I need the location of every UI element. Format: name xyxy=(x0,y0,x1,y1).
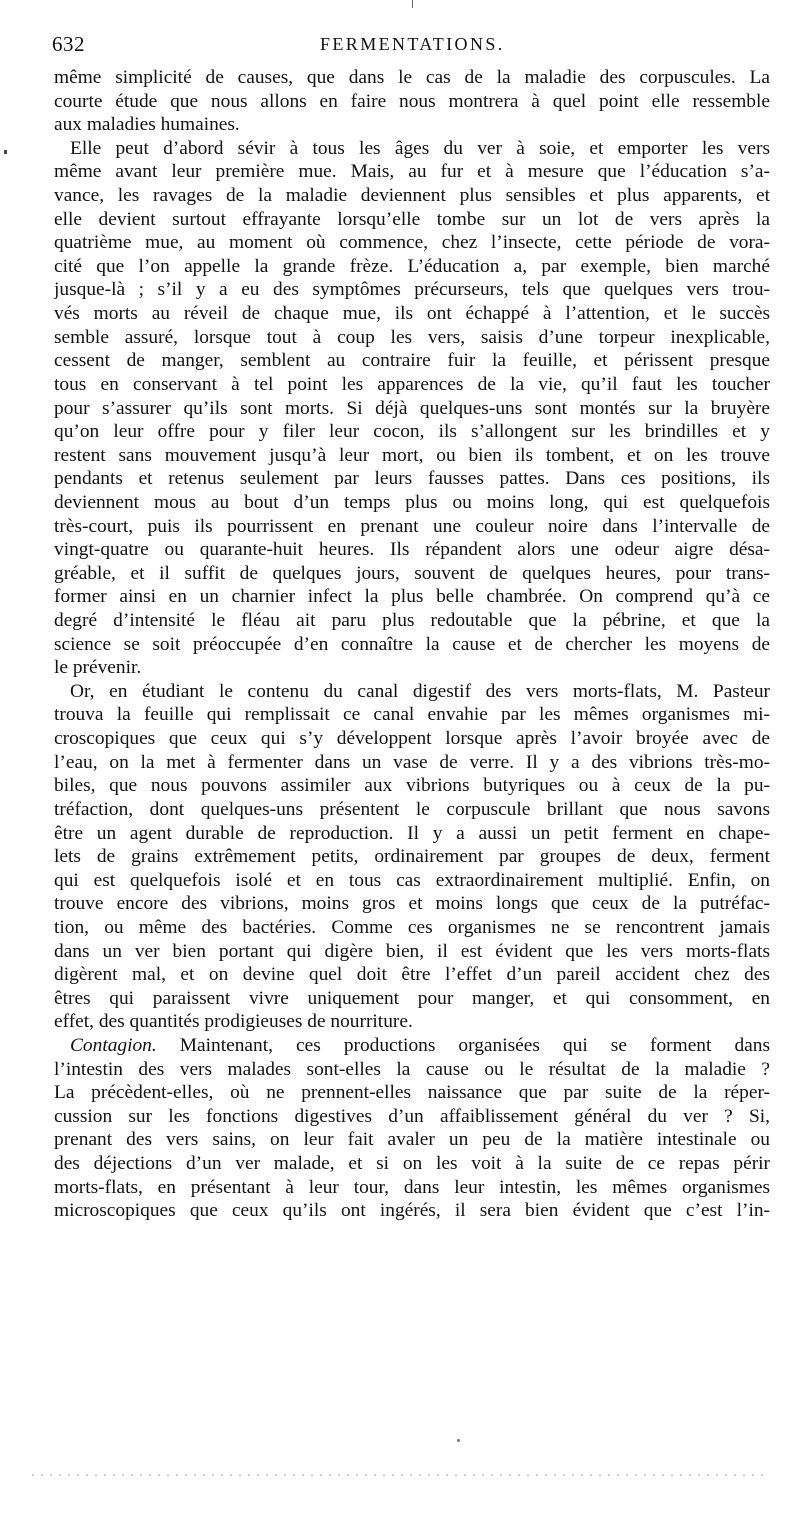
text-line: courte étude que nous allons en faire nous montrera à quel point elle ressemble xyxy=(54,90,770,112)
text-line: trouve encore des vibrions, moins gros et moins longs que ceux de la putréfac- xyxy=(54,893,770,915)
text-line: vance, les ravages de la maladie deviennent plus sensibles et plus apparents, et xyxy=(54,185,770,207)
text-line: même avant leur première mue. Mais, au fur et à mesure que l’éducation s’a- xyxy=(54,161,770,183)
text-line: restent sans mouvement jusqu’à leur mort, ou bien ils tombent, et on les trouve xyxy=(54,444,770,466)
text-line: qu’on leur offre pour y filer leur cocon, ils s’allongent sur les brindilles et y xyxy=(54,421,770,443)
text-line: l’intestin des vers malades sont-elles la cause ou le résultat de la maladie ? xyxy=(54,1058,770,1080)
text-line: cussion sur les fonctions digestives d’un affaiblissement général du ver ? Si, xyxy=(54,1105,770,1127)
text-line: digèrent mal, et on devine quel doit être l’effet d’un pareil accident chez des xyxy=(54,964,770,986)
text-line: elle devient surtout effrayante lorsqu’elle tombe sur un lot de vers après la xyxy=(54,208,770,230)
paragraph xyxy=(54,66,770,137)
text-line: qui est quelquefois isolé et en tous cas extraordinairement multiplié. Enfin, on xyxy=(54,869,770,891)
text-line: aux maladies humaines. xyxy=(54,114,240,136)
text-line: microscopiques que ceux qu’ils ont ingérés, il sera bien évident que c’est l’in- xyxy=(54,1200,770,1222)
running-title: FERMENTATIONS. xyxy=(320,34,505,54)
text-line: très-court, puis ils pourrissent en prenant une couleur noire dans l’intervalle de xyxy=(54,515,770,537)
text-line: êtres qui paraissent vivre uniquement pour manger, et qui consomment, en xyxy=(54,987,770,1009)
text-line: effet, des quantités prodigieuses de nourriture. xyxy=(54,1011,413,1033)
text-line: le prévenir. xyxy=(54,657,142,679)
text-line: Elle peut d’abord sévir à tous les âges du ver à soie, et emporter les vers xyxy=(70,137,770,159)
text-line: pour s’assurer qu’ils sont morts. Si déjà quelques-uns sont montés sur la bruyère xyxy=(54,397,770,419)
text-line: être un agent durable de reproduction. Il y a aussi un petit ferment en chape- xyxy=(54,822,770,844)
page-header xyxy=(52,28,770,62)
text-line: vés morts au réveil de chaque mue, ils ont échappé à l’attention, et le succès xyxy=(54,303,770,325)
text-line: Or, en étudiant le contenu du canal digestif des vers morts-flats, M. Pasteur xyxy=(70,680,770,702)
text-line: pendants et retenus seulement par leurs fausses pattes. Dans ces positions, ils xyxy=(54,468,770,490)
text-line: vingt-quatre ou quarante-huit heures. Ils répandent alors une odeur aigre désa- xyxy=(54,539,770,561)
text-line: degré d’intensité le fléau ait paru plus redoutable que la pébrine, et que la xyxy=(54,610,770,632)
paragraph xyxy=(54,137,770,680)
text-line: biles, que nous pouvons assimiler aux vibrions butyriques ou à ceux de la pu- xyxy=(54,775,770,797)
footer-scan-dot xyxy=(457,1439,460,1442)
text-line: croscopiques que ceux qui s’y développent lorsque après l’avoir broyée avec de xyxy=(54,728,770,750)
text-line: jusque-là ; s’il y a eu des symptômes précurseurs, tels que quelques vers trou- xyxy=(54,279,770,301)
text-line: prenant des vers sains, on leur fait avaler un peu de la matière intestinale ou xyxy=(54,1129,770,1151)
text-line: dans un ver bien portant qui digère bien, il est évident que les vers morts-flats xyxy=(54,940,770,962)
page-number: 632 xyxy=(52,32,85,56)
text-line: quatrième mue, au moment où commence, chez l’insecte, cette période de vora- xyxy=(54,232,770,254)
text-line: morts-flats, en présentant à leur tour, dans leur intestin, les mêmes organismes xyxy=(54,1176,770,1198)
text-line xyxy=(54,1034,770,1058)
text-line: deviennent mous au bout d’un temps plus ou moins long, qui est quelquefois xyxy=(54,491,770,513)
text-line: cessent de manger, semblent au contraire fuir la feuille, et périssent presque xyxy=(54,350,770,372)
text-line: l’eau, on la met à fermenter dans un vase de verre. Il y a des vibrions très-mo- xyxy=(54,751,770,773)
text-line: tous en conservant à tel point les apparences de la vie, qu’il faut les toucher xyxy=(54,373,770,395)
margin-scan-mark xyxy=(4,150,7,154)
text-line: trouva la feuille qui remplissait ce canal envahie par les mêmes organismes mi- xyxy=(54,704,770,726)
text-line: même simplicité de causes, que dans le cas de la maladie des corpuscules. La xyxy=(54,67,770,88)
text-line: cité que l’on appelle la grande frèze. L’éducation a, par exemple, bien marché xyxy=(54,255,770,277)
top-scan-mark xyxy=(412,0,413,8)
paragraph xyxy=(54,1034,770,1223)
text-line: gréable, et il suffit de quelques jours, souvent de quelques heures, pour trans- xyxy=(54,562,770,584)
section-label: Contagion. xyxy=(70,1034,157,1056)
text-line: semble assuré, lorsque tout à coup les vers, saisis d’une torpeur inexplicable, xyxy=(54,326,770,348)
text-line: tion, ou même des bactéries. Comme ces organismes ne se rencontrent jamais xyxy=(54,916,770,938)
text-fragment: Maintenant, ces productions organisées qui se forment dans xyxy=(179,1034,770,1056)
text-line: science se soit préoccupée d’en connaître la cause et de chercher les moyens de xyxy=(54,633,770,655)
paragraph xyxy=(54,680,770,1034)
text-line: former ainsi en un charnier infect la plus belle chambrée. On comprend qu’à ce xyxy=(54,586,770,608)
text-line: La précèdent-elles, où ne prennent-elles naissance que par suite de la réper- xyxy=(54,1082,770,1104)
text-line: tréfaction, dont quelques-uns présentent le corpuscule brillant que nous savons xyxy=(54,798,770,820)
footer-scan-noise xyxy=(32,1474,768,1476)
body-text xyxy=(54,66,770,1223)
text-line: lets de grains extrêmement petits, ordinairement par groupes de deux, ferment xyxy=(54,846,770,868)
text-line: des déjections d’un ver malade, et si on les voit à la suite de ce repas périr xyxy=(54,1153,770,1175)
